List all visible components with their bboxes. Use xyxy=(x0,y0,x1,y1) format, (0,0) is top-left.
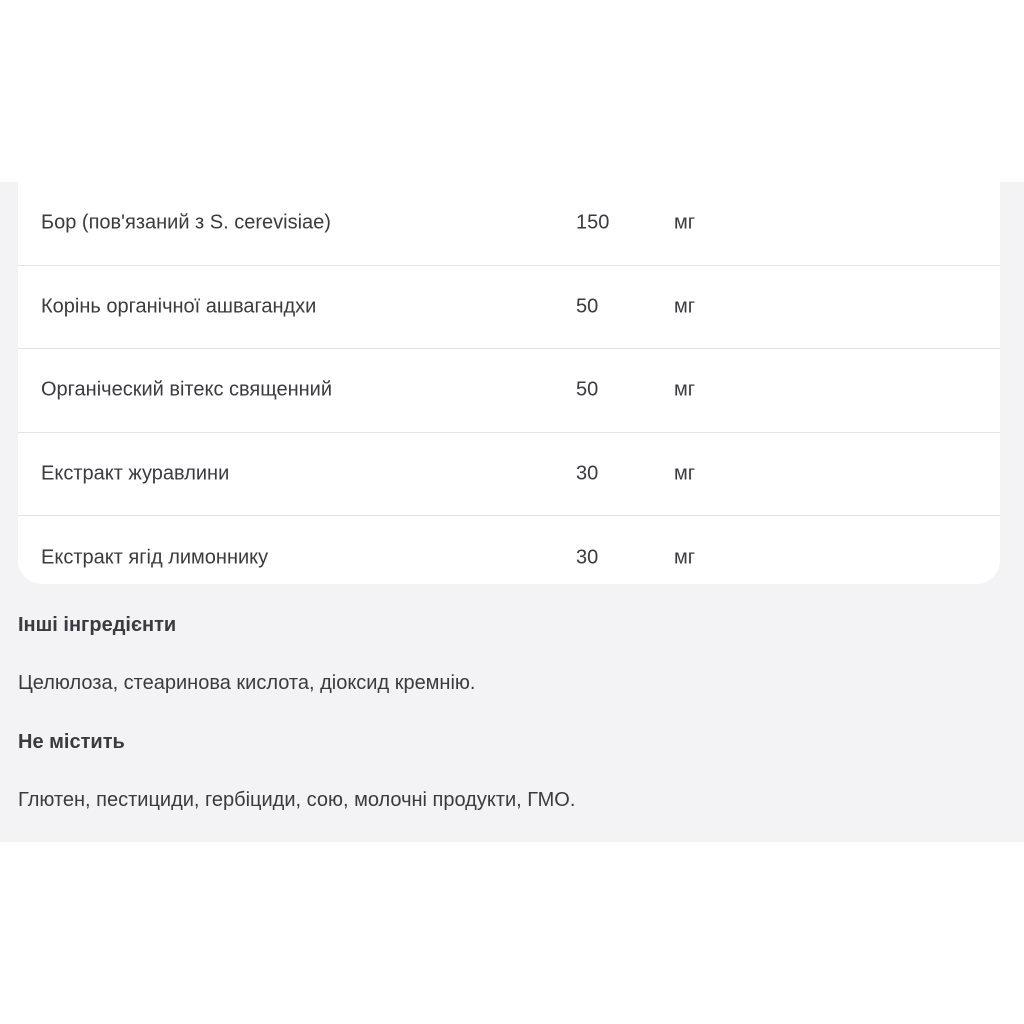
ingredient-amount: 30 xyxy=(576,462,599,485)
does-not-contain-text: Глютен, пестициди, гербіциди, сою, молочні продукти, ГМО. xyxy=(18,789,576,811)
ingredient-amount: 50 xyxy=(576,378,599,401)
other-ingredients-heading: Інші інгредієнти xyxy=(18,614,177,636)
ingredient-name: Органіческий вітекс священний xyxy=(41,378,333,401)
ingredient-name: Екстракт ягід лимоннику xyxy=(41,546,269,569)
ingredient-name: Бор (пов'язаний з S. cerevisiae) xyxy=(41,211,331,234)
other-ingredients-text: Целюлоза, стеаринова кислота, діоксид кремнію. xyxy=(18,672,476,694)
product-details-section xyxy=(0,182,1024,842)
ingredient-name: Корінь органічної ашвагандхи xyxy=(41,295,317,318)
ingredient-amount: 50 xyxy=(576,295,599,318)
ingredient-unit: мг xyxy=(674,378,696,401)
supplement-facts-table xyxy=(18,182,1000,584)
ingredient-unit: мг xyxy=(674,462,696,485)
table-row xyxy=(18,349,1000,433)
ingredient-amount: 30 xyxy=(576,546,599,569)
ingredient-name: Екстракт журавлини xyxy=(41,462,230,485)
ingredient-unit: мг xyxy=(674,211,696,234)
table-row xyxy=(18,516,1000,600)
table-row xyxy=(18,433,1000,517)
table-row xyxy=(18,182,1000,266)
ingredient-unit: мг xyxy=(674,546,696,569)
ingredient-unit: мг xyxy=(674,295,696,318)
does-not-contain-heading: Не містить xyxy=(18,731,125,753)
table-row xyxy=(18,266,1000,350)
ingredient-amount: 150 xyxy=(576,211,610,234)
